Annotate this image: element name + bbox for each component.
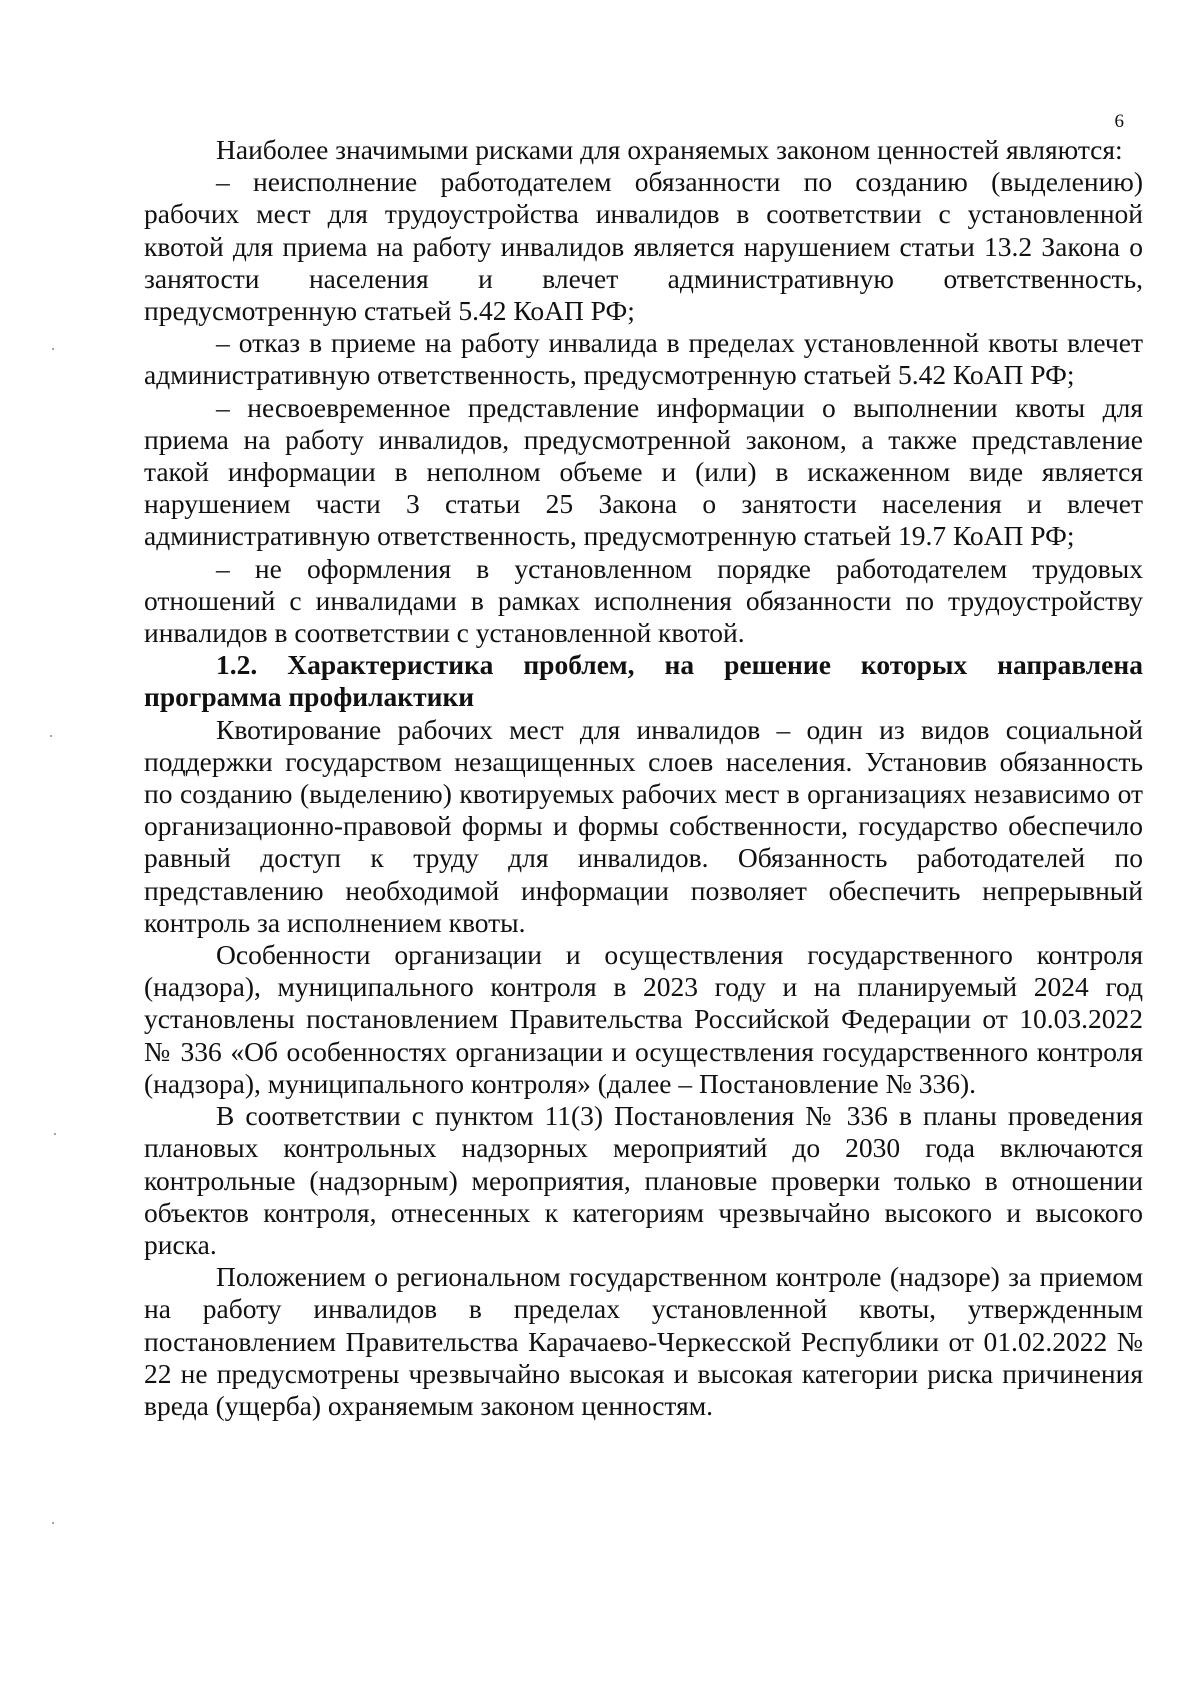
section-heading: 1.2. Характеристика проблем, на решение которых направлена программа профилактики — [144, 649, 1143, 713]
paragraph-planned-inspections: В соответствии с пунктом 11(3) Постановления № 336 в планы проведения плановых контрольных надзорных мероприятий до 2030 года включаются контрольные (надзорным) мероприятия, плановые проверки только в отношении объектов контроля, отнесенных к категориям чрезвычайно высокого и высокого риска. — [144, 1100, 1143, 1260]
paragraph-risks-intro: Наиболее значимыми рисками для охраняемых законом ценностей являются: — [216, 134, 1123, 165]
page-number: 6 — [1114, 111, 1124, 132]
scan-speck — [52, 1522, 54, 1524]
scan-speck — [50, 735, 52, 737]
paragraph-risk-late-reporting: – несвоевременное представление информации о выполнении квоты для приема на работу инвалидов, предусмотренной законом, а также представление такой информации в неполном объеме и (или) в искаженном виде является нарушением части 3 статьи 25 Закона о занятости населения и влечет административную ответственность, предусмотренную статьей 19.7 КоАП РФ; — [144, 391, 1143, 552]
paragraph-regional-regulation: Положением о региональном государственном контроле (надзоре) за приемом на работу инвалидов в пределах установленной квоты, утвержденным постановлением Правительства Карачаево-Черкесской Республики от 01.02.2022 № 22 не предусмотрены чрезвычайно высокая и высокая категории риска причинения вреда (ущерба) охраняемым законом ценностям. — [144, 1261, 1143, 1421]
document-body — [144, 134, 1143, 1422]
scan-speck — [54, 1133, 56, 1135]
scan-speck — [52, 348, 54, 350]
paragraph-risk-no-employment-registration: – не оформления в установленном порядке работодателем трудовых отношений с инвалидами в рамках исполнения обязанности по трудоустройству инвалидов в соответствии с установленной квотой. — [144, 552, 1143, 649]
paragraph-risk-quota-failure: – неисполнение работодателем обязанности по созданию (выделению) рабочих мест для трудоустройства инвалидов в соответствии с установленной квотой для приема на работу инвалидов является нарушением статьи 13.2 Закона о занятости населения и влечет административную ответственность, предусмотренную статьей 5.42 КоАП РФ; — [144, 166, 1143, 327]
paragraph-control-features: Особенности организации и осуществления государственного контроля (надзора), муниципального контроля в 2023 году и на планируемый 2024 год установлены постановлением Правительства Российской Федерации от 10.03.2022 № 336 «Об особенностях организации и осуществления государственного контроля (надзора), муниципального контроля» (далее – Постановление № 336). — [144, 939, 1143, 1099]
paragraph-risk-hiring-refusal: – отказ в приеме на работу инвалида в пределах установленной квоты влечет административную ответственность, предусмотренную статьей 5.42 КоАП РФ; — [144, 327, 1143, 391]
paragraph-quota-description: Квотирование рабочих мест для инвалидов – один из видов социальной поддержки государством незащищенных слоев населения. Установив обязанность по созданию (выделению) квотируемых рабочих мест в организациях независимо от организационно-правовой формы и формы собственности, государство обеспечило равный доступ к труду для инвалидов. Обязанность работодателей по представлению необходимой информации позволяет обеспечить непрерывный контроль за исполнением квоты. — [144, 713, 1143, 938]
